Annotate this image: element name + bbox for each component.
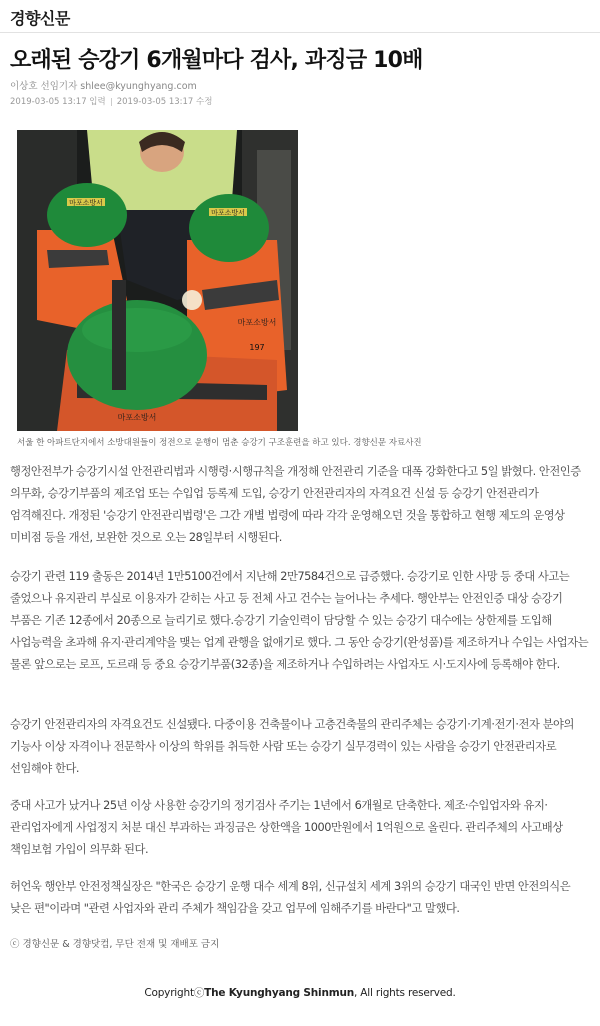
footer-brand: The Kyunghyang Shinmun [204, 987, 355, 999]
article-paragraph: 승강기 안전관리자의 자격요건도 신설됐다. 다중이용 건축물이나 고층건축물의 관리주체는 승강기·기계·전기·전자 분야의 기능사 이상 자격이나 전문학사 이상의 학위를 취득한 사람 또는 승강기 실무경력이 있는 사람을 승강기 안전관리자로 선임해야 한다. [10, 718, 574, 775]
article-paragraph: 행정안전부가 승강기시설 안전관리법과 시행령·시행규칙을 개정해 안전관리 기준을 대폭 강화한다고 5일 밝혔다. 안전인증 의무화, 승강기부품의 제조업 또는 수입업 등록제 도입, 승강기 안전관리자의 자격요건 신설 등 승강기 안전관리가 엄격해진다. 개정된 '승강기 안전관리법령'은 그간 개별 법령에 따라 각각 운영해오던 것을 통합하고 현행 제도의 운영상 미비점 등을 개선, 보완한 것으로 오는 28일부터 시행된다. [10, 465, 581, 544]
copyright-notice: ⓒ 경향신문 & 경향닷컴, 무단 전재 및 재배포 금지 [10, 939, 220, 950]
footer-suffix: , All rights reserved. [354, 987, 456, 999]
article-dates [10, 96, 212, 108]
vest-number: 197 [249, 343, 265, 352]
footer-prefix: Copyrightⓒ [144, 987, 205, 999]
page-footer [0, 985, 600, 1001]
header-divider [0, 32, 600, 33]
article-photo[interactable] [17, 130, 298, 431]
article-paragraph: 중대 사고가 났거나 25년 이상 사용한 승강기의 정기검사 주기는 1년에서 6개월로 단축한다. 제조·수입업자와 유지·관리업자에게 사업정지 처분 대신 부과하는 과징금은 상한액을 1000만원에서 1억원으로 올린다. 관리주체의 사고배상 책임보험 가입이 의무화 된다. [10, 799, 563, 856]
article-paragraph: 승강기 관련 119 출동은 2014년 1만5100건에서 지난해 2만7584건으로 급증했다. 승강기로 인한 사망 등 중대 사고는 줄었으나 유지관리 부실로 이용자가 갇히는 사고 등 전체 사고 건수는 늘어나는 추세다. 행안부는 안전인증 대상 승강기 부품은 기존 12종에서 20종으로 늘리기로 했다.승강기 기술인력이 담당할 수 있는 승강기 대수에는 상한제를 도입해 사업능력을 초과해 유지·관리계약을 맺는 업계 관행을 없애기로 했다. 그 동안 승강기(완성품)를 제조하거나 수입는 사업자는 물론 앞으로는 로프, 도르래 등 중요 승강기부품(32종)을 제조하거나 수입하려는 사업자도 시·도지사에 등록해야 한다. [10, 570, 589, 671]
helmet-text-right: 마포소방서 [211, 209, 245, 217]
masthead-logo[interactable]: 경향신문 [10, 9, 70, 28]
published-date: 2019-03-05 13:17 입력 [10, 97, 106, 107]
updated-date: 2019-03-05 13:17 수정 [116, 97, 213, 107]
date-separator [111, 98, 112, 106]
rescue-scene-image [17, 130, 298, 431]
article-paragraph: 허언욱 행안부 안전정책실장은 "한국은 승강기 운행 대수 세계 8위, 신규설치 세계 3위의 승강기 대국인 반면 안전의식은 낮은 편"이라며 "관련 사업자와 관리 주체가 책임감을 갖고 업무에 임해주기를 바란다"고 말했다. [10, 880, 571, 915]
article-headline: 오래된 승강기 6개월마다 검사, 과징금 10배 [10, 48, 423, 73]
helmet-text-left: 마포소방서 [69, 199, 103, 207]
photo-caption: 서울 한 아파트단지에서 소방대원들이 정전으로 운행이 멈춘 승강기 구조훈련을 하고 있다. 경향신문 자료사진 [17, 438, 422, 448]
vest-text-right: 마포소방서 [237, 318, 277, 327]
article-byline[interactable]: 이상호 선임기자 shlee@kyunghyang.com [10, 81, 197, 92]
vest-text-left: 마포소방서 [117, 413, 157, 422]
